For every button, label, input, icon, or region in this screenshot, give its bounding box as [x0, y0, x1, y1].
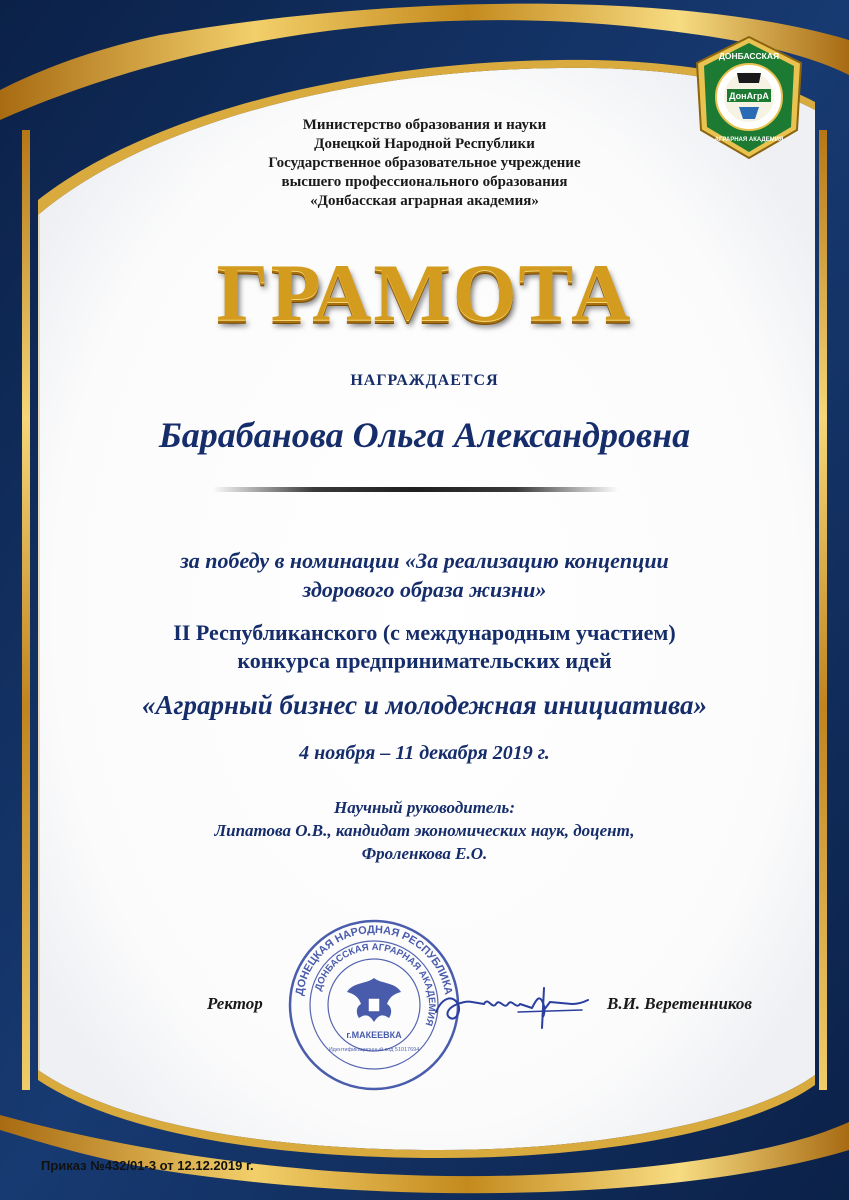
supervisor-line-1: Липатова О.В., кандидат экономических наук, доцент, — [214, 821, 635, 840]
supervisor-label: Научный руководитель: — [333, 798, 515, 817]
contest-line-2: конкурса предпринимательских идей — [237, 648, 612, 673]
logo-top-text: ДОНБАССКАЯ — [718, 51, 780, 61]
stamp-city: г.МАКЕЕВКА — [346, 1030, 402, 1040]
recipient-name: Барабанова Ольга Александровна — [158, 415, 691, 455]
stamp-outer-text: ДОНЕЦКАЯ НАРОДНАЯ РЕСПУБЛИКА — [293, 923, 455, 997]
header-line-3: Государственное образовательное учреждение — [268, 155, 581, 171]
contest-line-1: II Республиканского (с международным участием) — [173, 620, 676, 645]
awarded-label: НАГРАЖДАЕТСЯ — [350, 372, 499, 389]
handwritten-signature — [432, 980, 592, 1040]
nomination-line-1: за победу в номинации «За реализацию концепции — [180, 548, 669, 573]
name-divider — [212, 487, 618, 492]
logo-bottom-text: АГРАРНАЯ АКАДЕМИЯ — [714, 137, 784, 143]
supervisor-line-2: Фроленкова Е.О. — [361, 844, 488, 863]
rector-title: Ректор — [207, 994, 263, 1013]
header-line-4: высшего профессионального образования — [281, 174, 568, 190]
header-line-2: Донецкой Народной Республики — [314, 136, 535, 152]
header-line-5: «Донбасская аграрная академия» — [310, 193, 539, 209]
stamp-code: Идентификационный код 51017694 — [328, 1047, 420, 1053]
event-dates: 4 ноября – 11 декабря 2019 г. — [299, 742, 550, 764]
header-line-1: Министерство образования и науки — [302, 117, 547, 133]
order-reference: Приказ №432/01-3 от 12.12.2019 г. — [41, 1158, 254, 1173]
nomination-line-2: здорового образа жизни» — [302, 577, 547, 602]
stamp-inner-text: ДОНБАССКАЯ АГРАРНАЯ АКАДЕМИЯ — [313, 941, 438, 1028]
logo-center-text: ДонАгрА — [729, 91, 769, 101]
certificate-title: ГРАМОТА — [216, 247, 633, 338]
contest-name: «Аграрный бизнес и молодежная инициатива» — [142, 690, 707, 720]
eagle-emblem-icon — [347, 978, 401, 1022]
rector-name: В.И. Веретенников — [607, 994, 752, 1013]
